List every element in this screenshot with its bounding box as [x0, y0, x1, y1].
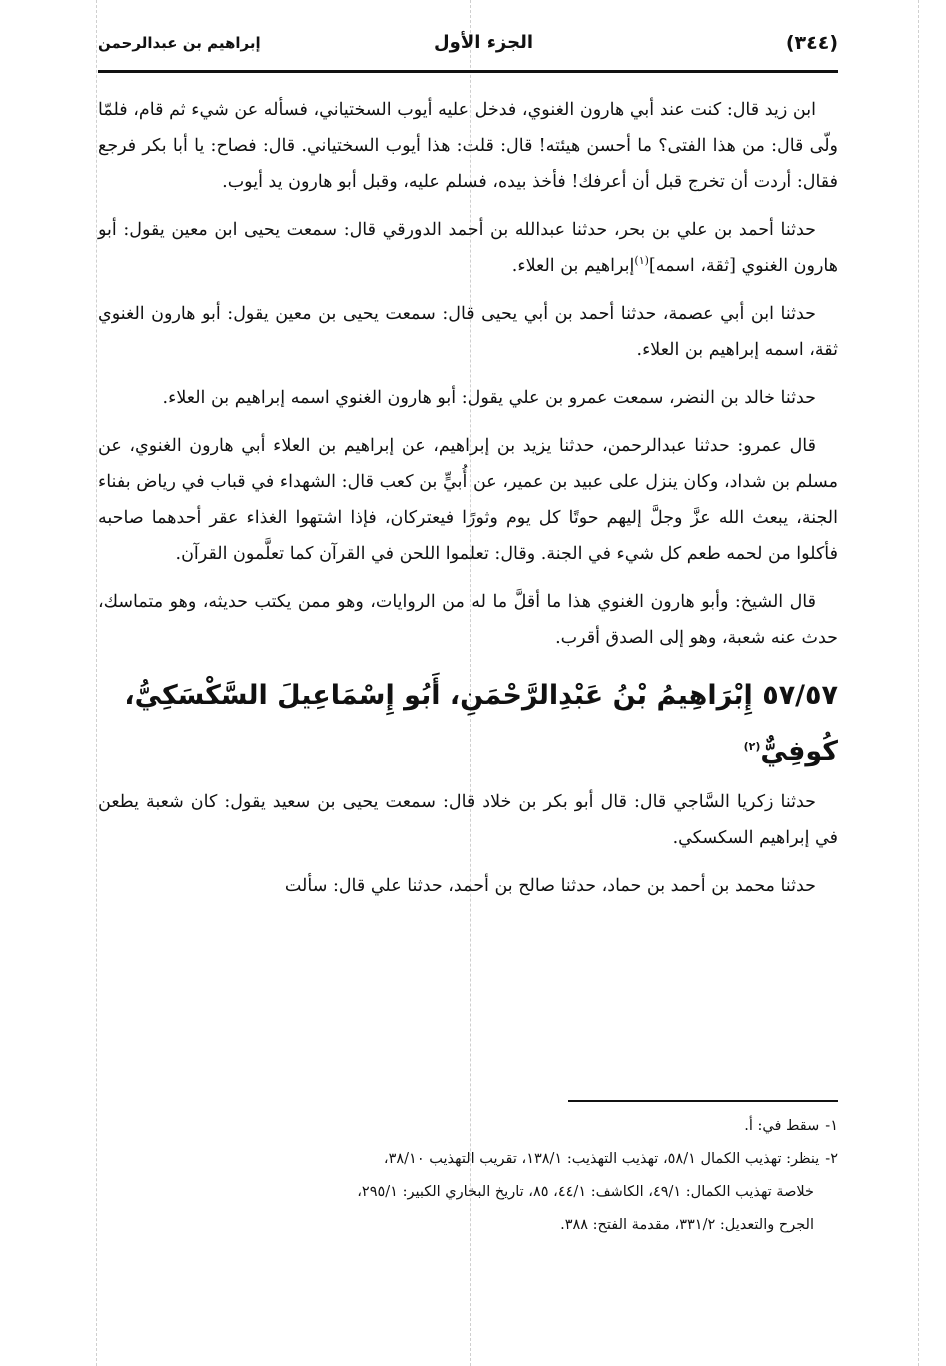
- paragraph: حدثنا خالد بن النضر، سمعت عمرو بن علي يقول: أبو هارون الغنوي اسمه إبراهيم بن العلاء.: [162, 388, 816, 408]
- footnote-continuation: خلاصة تهذيب الكمال: ٤٩/١، الكاشف: ٤٤/١، ٨٥، تاريخ البخاري الكبير: ٢٩٥/١،: [357, 1184, 814, 1200]
- footnotes: [98, 1110, 838, 1242]
- page-header: [98, 30, 838, 66]
- footnote-reference: (٢): [743, 740, 761, 753]
- footnote-number: ١-: [825, 1118, 838, 1134]
- paragraph-text: إبراهيم بن العلاء.: [511, 256, 635, 276]
- footnote-separator: [568, 1100, 838, 1102]
- footnote-text: ينظر: تهذيب الكمال ٥٨/١، تهذيب التهذيب: ١٣٨/١، تقريب التهذيب ٣٨/١٠،: [383, 1151, 820, 1167]
- main-text: [98, 92, 838, 916]
- footnote: [98, 1143, 838, 1176]
- entry-heading: [98, 668, 838, 780]
- footnote-continuation: الجرح والتعديل: ٣٣١/٢، مقدمة الفتح: ٣٨٨.: [560, 1217, 814, 1233]
- paragraph: حدثنا محمد بن أحمد بن حماد، حدثنا صالح بن أحمد، حدثنا علي قال: سألت: [284, 876, 816, 896]
- footnote-reference: (١): [634, 254, 649, 268]
- paragraph: قال عمرو: حدثنا عبدالرحمن، حدثنا يزيد بن إبراهيم، عن إبراهيم بن العلاء أبي هارون الغنوي، عن مسلم بن شداد، وكان ينزل على عبيد بن عمير، عن أُبيٍّ بن كعب قال: الشهداء في قباب في رياض بفناء الجنة، يبعث الله عزَّ وجلَّ إليهم حوتًا كل يوم وثورًا فيعتركان، فإذا اشتهوا الغذاء عقر أحدهما صاحبه فأكلوا من لحمه طعم كل شيء في الجنة. وقال: تعلموا اللحن في القرآن كما تعلَّمون القرآن.: [98, 436, 838, 564]
- footnote-text: سقط في: أ.: [744, 1118, 820, 1134]
- scan-artifact-line: [918, 0, 919, 1366]
- paragraph: قال الشيخ: وأبو هارون الغنوي هذا ما أقلَّ ما له من الروايات، وهو ممن يكتب حديثه، وهو متماسك، حدث عنه شعبة، وهو إلى الصدق أقرب.: [98, 592, 838, 648]
- entry-heading-text: ٥٧/٥٧ إِبْرَاهِيمُ بْنُ عَبْدِالرَّحْمَنِ، أَبُو إِسْمَاعِيلَ السَّكْسَكِيُّ، كُوفِيٌّ: [124, 680, 838, 767]
- running-head: إبراهيم بن عبدالرحمن: [98, 34, 261, 52]
- paragraph: ابن زيد قال: كنت عند أبي هارون الغنوي، فدخل عليه أيوب السختياني، فسأله عن شيء ثم قام، فلمّا ولّى قال: من هذا الفتى؟ ما أحسن هيئته! قال: قلت: هذا أيوب السختياني. قال: فصاح: يا أبا بكر فرجع فقال: أردت أن تخرج قبل أن أعرفك! فأخذ بيده، فسلم عليه، وقبل أبو هارون يد أيوب.: [98, 100, 838, 192]
- page-number: (٣٤٤): [785, 32, 838, 54]
- paragraph: [98, 212, 838, 284]
- header-rule: [98, 70, 838, 73]
- paragraph: حدثنا ابن أبي عصمة، حدثنا أحمد بن أبي يحيى قال: سمعت يحيى بن معين يقول: أبو هارون الغنوي ثقة، اسمه إبراهيم بن العلاء.: [98, 304, 838, 360]
- footnote-number: ٢-: [825, 1151, 838, 1167]
- part-title: الجزء الأول: [434, 32, 533, 53]
- paragraph-text: حدثنا أحمد بن علي بن بحر، حدثنا عبدالله بن أحمد الدورقي قال: سمعت يحيى ابن معين يقول: أبو هارون الغنوي [ثقة، اسمه]: [98, 220, 838, 276]
- footnote: [98, 1110, 838, 1143]
- paragraph: حدثنا زكريا السَّاجي قال: قال أبو بكر بن خلاد قال: سمعت يحيى بن سعيد يقول: كان شعبة يطعن في إبراهيم السكسكي.: [98, 792, 838, 848]
- scan-artifact-line: [96, 0, 97, 1366]
